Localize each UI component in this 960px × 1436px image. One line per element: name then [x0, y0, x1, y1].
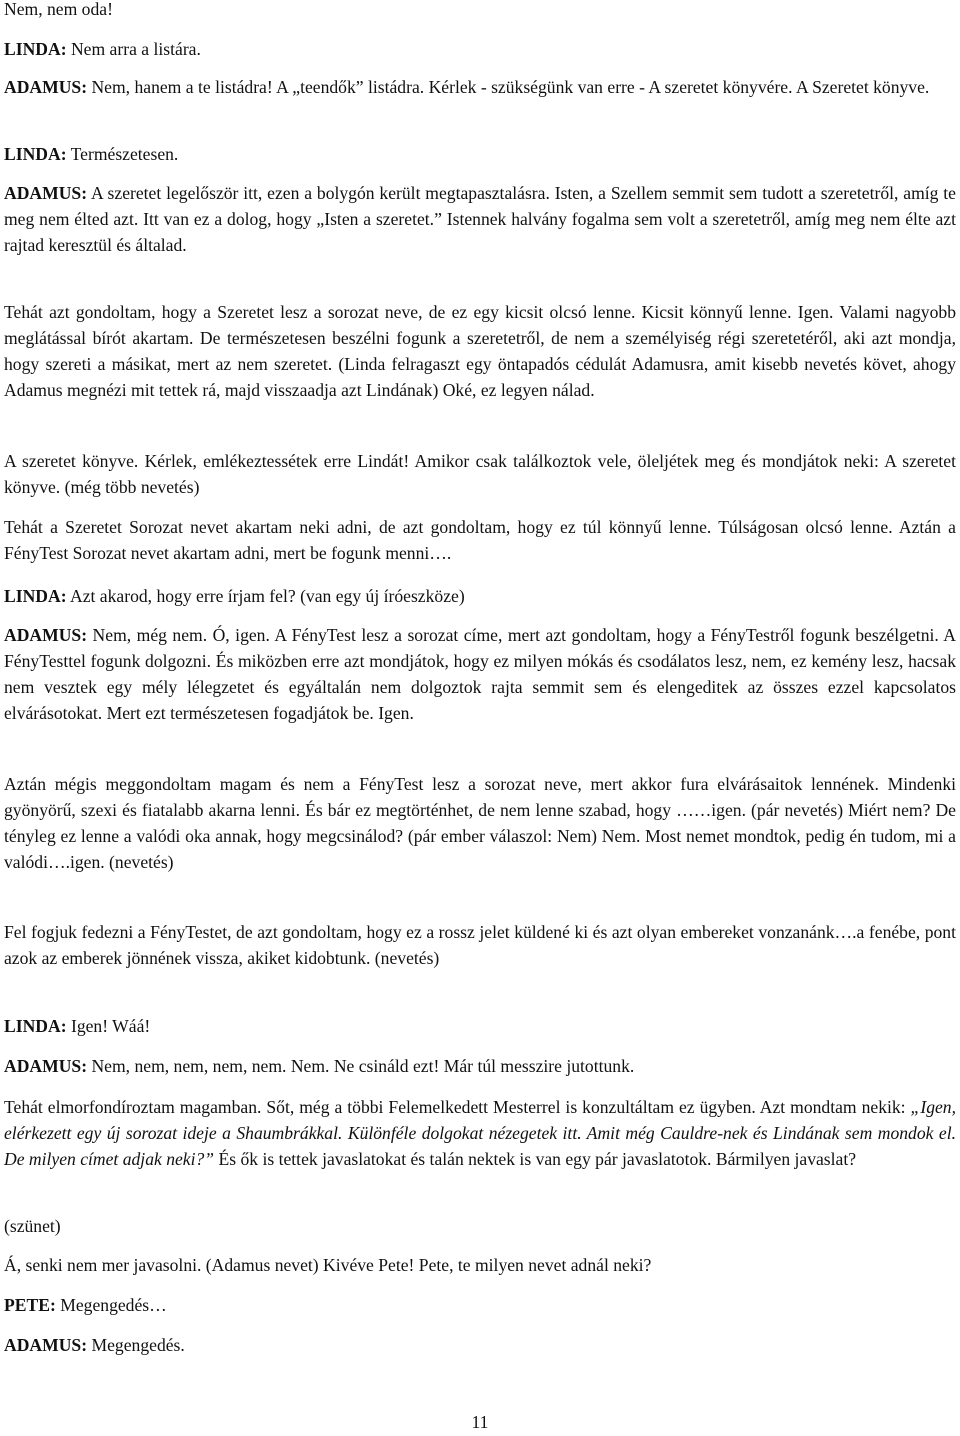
paragraph-text: Á, senki nem mer javasolni. (Adamus nevet) Kivéve Pete! Pete, te milyen nevet adnál neki?: [4, 1255, 652, 1275]
paragraph: [4, 919, 956, 971]
quoted-text: „Igen, elérkezett egy új sorozat ideje a Shaumbrákkal. Különféle dolgokat nézegetek itt. Amit még Cauldre-nek és Lindának sem mondok el. De milyen címet adjak neki?”: [4, 1097, 956, 1169]
paragraph: [4, 1094, 956, 1172]
speaker-name: LINDA:: [4, 1016, 67, 1036]
paragraph-text: Nem, nem, nem, nem, nem. Nem. Ne csináld ezt! Már túl messzire jutottunk.: [87, 1056, 635, 1076]
paragraph: [4, 1252, 956, 1278]
paragraph-text: Aztán mégis meggondoltam magam és nem a FényTest lesz a sorozat neve, mert akkor fura elvárásaitok lennének. Mindenki gyönyörű, szexi és fiatalabb akarna lenni. És bár ez megtörténhet, de nem lenne szabad, hogy ……igen. (pár nevetés) Miért nem? De tényleg ez lenne a valódi oka annak, hogy megcsinálod? (pár ember válaszol: Nem) Nem. Most nemet mondtok, pedig én tudom, mi a valódi….igen. (nevetés): [4, 774, 956, 872]
paragraph: [4, 36, 956, 62]
paragraph: [4, 1332, 956, 1358]
paragraph: [4, 583, 956, 609]
paragraph-text: Tehát azt gondoltam, hogy a Szeretet lesz a sorozat neve, de ez egy kicsit olcsó lenne. Kicsit könnyű lenne. Igen. Valami nagyobb meglátással bírót akartam. De természetesen beszélni fogunk a szeretetről, de nem a személyiség régi szeretetéről, aki azt mondja, hogy szereti a másikat, mert az nem szeretet. (Linda felragaszt egy öntapadós cédulát Adamusra, amit kisebb nevetés követ, ahogy Adamus megnézi mit tettek rá, majd visszaadja azt Lindának) Oké, ez legyen nálad.: [4, 302, 956, 400]
paragraph: [4, 622, 956, 726]
paragraph: [4, 0, 956, 22]
paragraph-text: Nem, nem oda!: [4, 0, 113, 19]
paragraph: [4, 514, 956, 566]
paragraph-text: Tehát elmorfondíroztam magamban. Sőt, még a többi Felemelkedett Mesterrel is konzultáltam ez ügyben. Azt mondtam nekik:: [4, 1097, 911, 1117]
paragraph-text: Nem, hanem a te listádra! A „teendők” listádra. Kérlek - szükségünk van erre - A szeretet könyvére. A Szeretet könyve.: [87, 77, 930, 97]
paragraph: [4, 74, 956, 100]
paragraph-text: Nem, még nem. Ó, igen. A FényTest lesz a sorozat címe, mert azt gondoltam, hogy a FényTestről fogunk beszélgetni. A FényTesttel fogunk dolgozni. És miközben erre azt mondjátok, hogy ez milyen mókás és csodálatos lesz, nem, ez kemény lesz, hacsak nem vesztek egy mély lélegzetet és egyáltalán nem dolgoztok rajta semmit sem és elengeditek az összes ezzel kapcsolatos elvárásotokat. Mert ezt természetesen fogadjátok be. Igen.: [4, 625, 956, 723]
page-number: 11: [471, 1412, 489, 1432]
speaker-name: ADAMUS:: [4, 183, 88, 203]
paragraph: [4, 180, 956, 258]
speaker-name: PETE:: [4, 1295, 56, 1315]
paragraph: [4, 1053, 956, 1079]
paragraph-text: Azt akarod, hogy erre írjam fel? (van egy új íróeszköze): [66, 586, 465, 606]
paragraph-text: Igen! Wáá!: [66, 1016, 151, 1036]
speaker-name: ADAMUS:: [4, 1335, 88, 1355]
paragraph: [4, 771, 956, 875]
paragraph-text: A szeretet könyve. Kérlek, emlékeztessétek erre Lindát! Amikor csak találkoztok vele, öleljétek meg és mondjátok neki: A szeretet könyve. (még több nevetés): [4, 451, 956, 497]
speaker-name: ADAMUS:: [4, 1056, 88, 1076]
paragraph-text: Megengedés.: [87, 1335, 185, 1355]
paragraph: [4, 141, 956, 167]
speaker-name: ADAMUS:: [4, 625, 88, 645]
paragraph-text: Tehát a Szeretet Sorozat nevet akartam neki adni, de azt gondoltam, hogy ez túl könnyű lenne. Túlságosan olcsó lenne. Aztán a FényTest Sorozat nevet akartam adni, mert be fogunk menni….: [4, 517, 956, 563]
speaker-name: LINDA:: [4, 586, 67, 606]
paragraph: [4, 448, 956, 500]
paragraph-text: Megengedés…: [55, 1295, 167, 1315]
paragraph-text: Természetesen.: [66, 144, 179, 164]
paragraph-text: Nem arra a listára.: [66, 39, 201, 59]
paragraph: [4, 1292, 956, 1318]
speaker-name: ADAMUS:: [4, 77, 88, 97]
paragraph-text: (szünet): [4, 1216, 61, 1236]
paragraph: [4, 1013, 956, 1039]
paragraph: [4, 1213, 956, 1239]
paragraph: [4, 299, 956, 403]
paragraph-text: Fel fogjuk fedezni a FényTestet, de azt gondoltam, hogy ez a rossz jelet küldené ki és azt olyan embereket vonzanánk….a fenébe, pont azok az emberek jönnének vissza, akiket kidobtunk. (nevetés): [4, 922, 956, 968]
speaker-name: LINDA:: [4, 144, 67, 164]
paragraph-text: A szeretet legelőször itt, ezen a bolygón került megtapasztalásra. Isten, a Szellem semmit sem tudott a szeretetről, amíg te meg nem élted azt. Itt van ez a dolog, hogy „Isten a szeretet.” Istennek halvány fogalma sem volt a szeretetről, amíg meg nem élte azt rajtad keresztül és általad.: [4, 183, 956, 255]
speaker-name: LINDA:: [4, 39, 67, 59]
paragraph-text: És ők is tettek javaslatokat és talán nektek is van egy pár javaslatotok. Bármilyen javaslat?: [214, 1149, 857, 1169]
